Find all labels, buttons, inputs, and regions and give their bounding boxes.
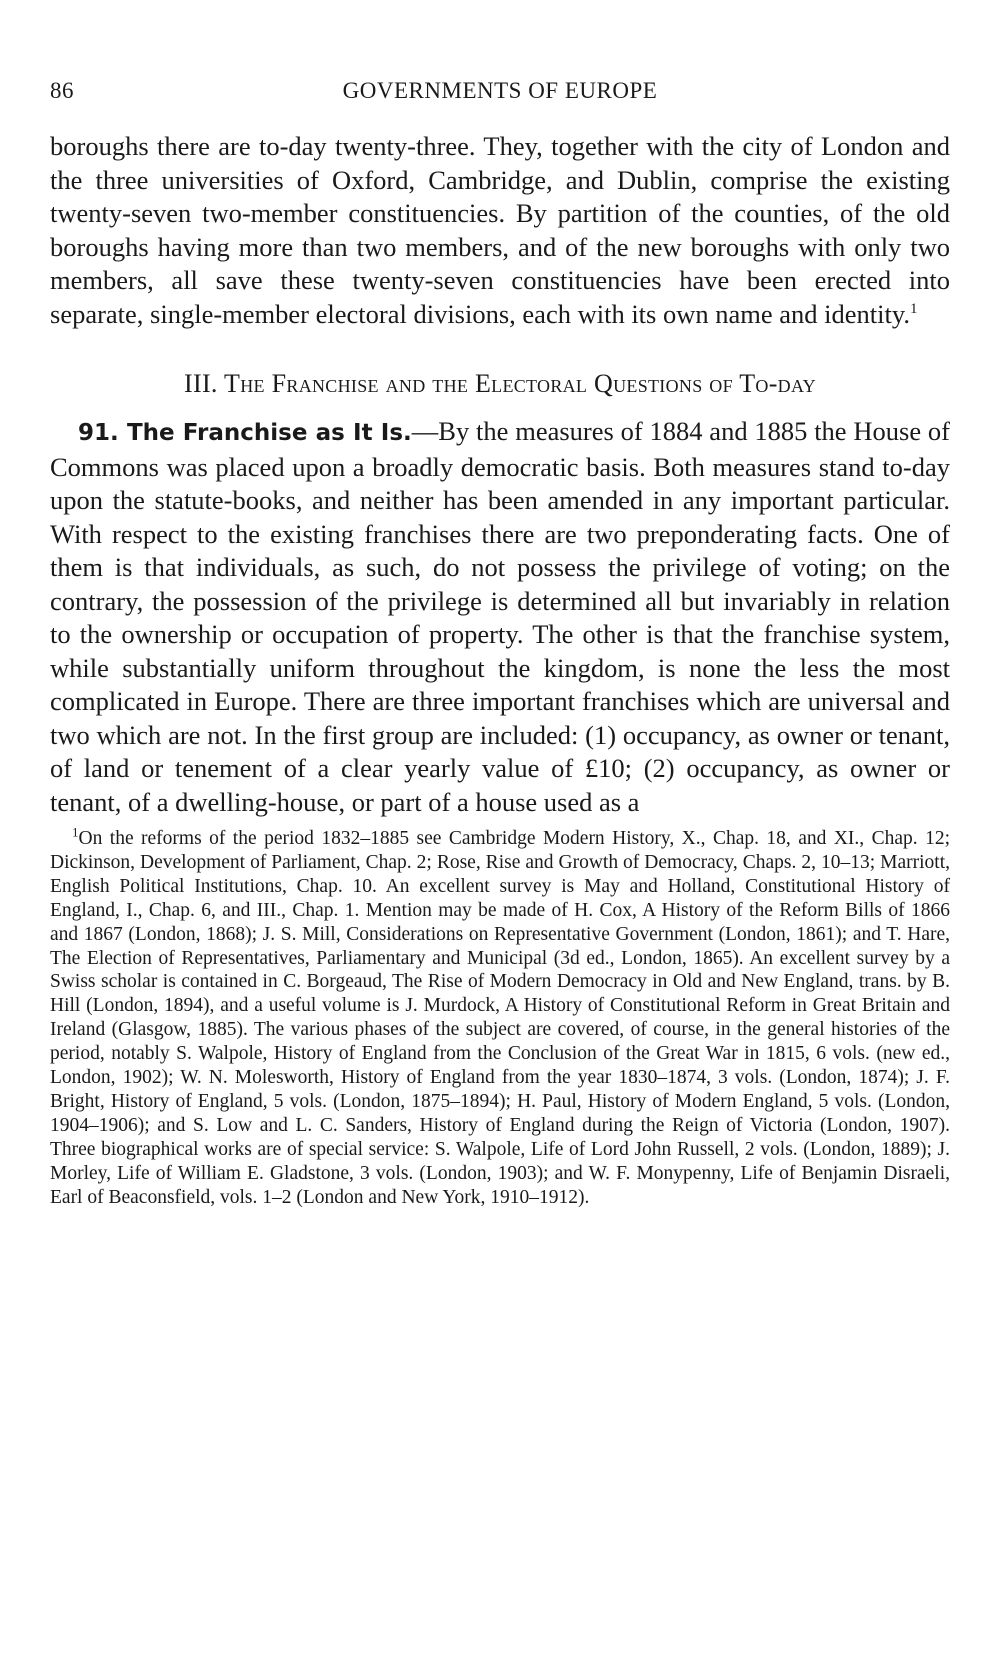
paragraph-1-text: boroughs there are to-day twenty-three. They, together with the city of London and the three universities of Oxford, Cambridge, and Dublin, comprise the existing twenty-seven two-member constituencies. By partition of the counties, of the old boroughs having more than two members, and of the new boroughs with only two members, all save these twenty-seven constituencies have been erected into separate, single-member electoral divisions, each with its own name and identity. [50,131,950,329]
section-heading: III. The Franchise and the Electoral Questions of To-day [184,369,816,398]
body-paragraph-2 [50,415,950,819]
footnote-reference: 1 [910,300,918,317]
page-number: 86 [50,78,74,103]
running-title: GOVERNMENTS OF EUROPE [342,78,658,103]
footnote [50,824,950,1210]
footnote-mark: 1 [72,824,79,840]
paragraph-heading: 91. The Franchise as It Is. [78,420,412,446]
footnote-text: On the reforms of the period 1832–1885 see Cambridge Modern History, X., Chap. 18, and XI., Chap. 12; Dickinson, Development of Parliament, Chap. 2; Rose, Rise and Growth of Democracy, Chaps. 2, 10–13; Marriott, English Political Institutions, Chap. 10. An excellent survey is May and Holland, Constitutional History of England, I., Chap. 6, and III., Chap. 1. Mention may be made of H. Cox, A History of the Reform Bills of 1866 and 1867 (London, 1868); J. S. Mill, Considerations on Representative Government (London, 1861); and T. Hare, The Election of Representatives, Parliamentary and Municipal (3d ed., London, 1865). An excellent survey by a Swiss scholar is contained in C. Borgeaud, The Rise of Modern Democracy in Old and New England, trans. by B. Hill (London, 1894), and a useful volume is J. Murdock, A History of Constitutional Reform in Great Britain and Ireland (Glasgow, 1885). The various phases of the subject are covered, of course, in the general histories of the period, notably S. Walpole, History of England from the Conclusion of the Great War in 1815, 6 vols. (new ed., London, 1902); W. N. Molesworth, History of England from the year 1830–1874, 3 vols. (London, 1874); J. F. Bright, History of England, 5 vols. (London, 1875–1894); H. Paul, History of Modern England, 5 vols. (London, 1904–1906); and S. Low and L. C. Sanders, History of England during the Reign of Victoria (London, 1907). Three biographical works are of special service: S. Walpole, Life of Lord John Russell, 2 vols. (London, 1889); J. Morley, Life of William E. Gladstone, 3 vols. (London, 1903); and W. F. Monypenny, Life of Benjamin Disraeli, Earl of Beaconsfield, vols. 1–2 (London and New York, 1910–1912). [50,828,950,1208]
running-head [50,70,950,110]
book-page [50,70,950,1229]
paragraph-2-text: —By the measures of 1884 and 1885 the House of Commons was placed upon a broadly democratic basis. Both measures stand to-day upon the statute-books, and neither has been amended in any important particular. With respect to the existing franchises there are two preponderating facts. One of them is that individuals, as such, do not possess the privilege of voting; on the contrary, the possession of the privilege is determined all but invariably in relation to the ownership or occupation of property. The other is that the franchise system, while substantially uniform throughout the kingdom, is none the less the most complicated in Europe. There are three important franchises which are universal and two which are not. In the first group are included: (1) occupancy, as owner or tenant, of land or tenement of a clear yearly value of £10; (2) occupancy, as owner or tenant, of a dwelling-house, or part of a house used as a [50,416,950,817]
body-paragraph-1 [50,130,950,331]
